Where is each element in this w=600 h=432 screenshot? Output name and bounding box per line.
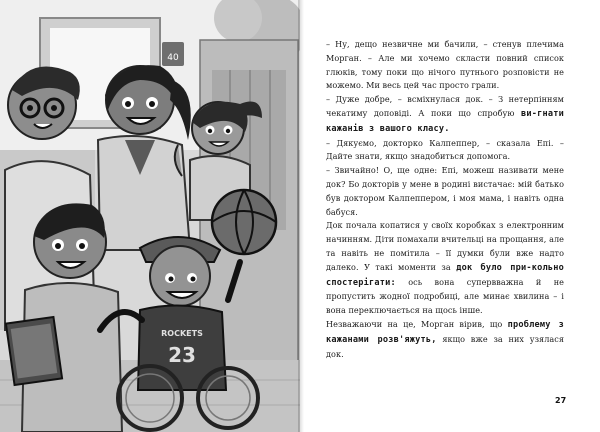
jersey-number: 23 — [168, 343, 196, 367]
paragraph-6-text-b: якщо вже за них узялася док. — [326, 333, 565, 359]
text-page — [326, 38, 564, 361]
door-number-text: 40 — [167, 53, 179, 63]
paragraph-4: – Звичайно! О, ще одне: Епі, можеш називати мене док? Бо докторів у мене в родині вистачає: мій батько був доктором Калпеппером, і моя мама, і навіть одна бабуся. — [326, 165, 564, 217]
jersey-text: ROCKETS — [161, 329, 203, 338]
highlight-text: ви-гнати кажанів з вашого класу. — [326, 108, 564, 134]
highlight-text: док було при-кольно спостерігати: — [326, 262, 564, 288]
paragraph-5-text-b: ось вона супервважна й не пропустить жодної подробиці, але минає хвилина – і вона переключається на щось інше. — [326, 276, 564, 316]
highlight-text: проблему з кажанами розв'яжуть, — [326, 319, 564, 345]
paragraph-6 — [326, 318, 564, 361]
basketball — [212, 190, 276, 254]
paragraph-2 — [326, 93, 564, 136]
paragraph-6-text-a: Незважаючи на це, Морган вірив, що — [326, 318, 508, 329]
page-number: 27 — [555, 396, 567, 405]
paragraph-5-text-a: Док почала копатися у своїх коробках з електронним начинням. Діти помахали вчительці на прощання, але та навіть не помітила – її думки були вже надто далеко. У такі моменти за — [326, 220, 564, 272]
paragraph-3: – Дякуємо, докторко Калпеппер, – сказала Епі. – Дайте знати, якщо знадобиться допомога. — [326, 137, 564, 162]
page-gutter — [298, 0, 304, 432]
paragraph-5 — [326, 219, 564, 318]
paragraph-1: – Ну, дещо незвичне ми бачили, – стенув плечима Морган. – Але ми хочемо скласти повний список глюків, тому поки що нічого путнього розповісти не можемо. Ми весь цей час просто грали. — [326, 39, 564, 91]
paragraph-2-text: – Дуже добре, – всміхнулася док. – З нетерпінням чекатиму доповіді. А поки що спробую — [326, 94, 564, 118]
